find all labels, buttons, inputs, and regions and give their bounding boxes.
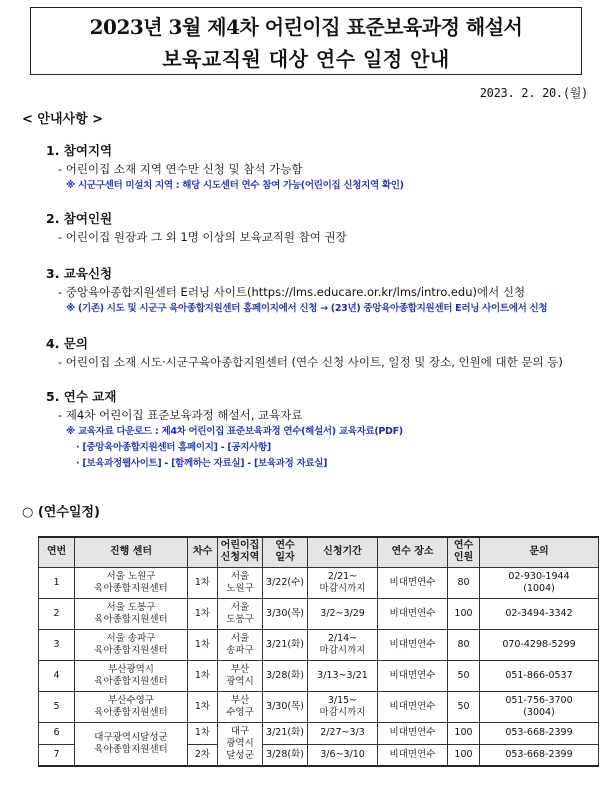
cell-capacity: 80	[448, 629, 480, 660]
table-row	[39, 691, 599, 722]
cell-venue: 비대면연수	[378, 598, 448, 629]
document-date: 2023. 2. 20.(월)	[479, 86, 588, 100]
cell-venue: 비대면연수	[378, 722, 448, 744]
header-date: 연수 일자	[263, 537, 308, 567]
cell-no: 5	[39, 691, 75, 722]
table-row	[39, 629, 599, 660]
cell-region: 부산 광역시	[218, 660, 263, 691]
section-line: - 어린이집 소재 지역 연수만 신청 및 참석 가능함	[58, 162, 303, 176]
table-row	[39, 722, 599, 744]
cell-period: 2/14~ 마감시까지	[308, 629, 378, 660]
section-line: - 어린이집 소재 시도·시군구육아종합지원센터 (연수 신청 사이트, 일정 및 장소, 인원에 대한 문의 등)	[58, 355, 563, 369]
cell-center: 부산광역시 육아종합지원센터	[75, 660, 188, 691]
cell-venue: 비대면연수	[378, 691, 448, 722]
cell-round: 1차	[188, 691, 218, 722]
cell-venue: 비대면연수	[378, 629, 448, 660]
notice-header: < 안내사항 >	[22, 112, 104, 127]
cell-date: 3/30(목)	[263, 598, 308, 629]
section-note: ※ (기존) 시도 및 시군구 육아종합지원센터 홈페이지에서 신청 → (23년) 중앙육아종합지원센터 E러닝 사이트에서 신청	[66, 303, 548, 314]
cell-region: 서울 송파구	[218, 629, 263, 660]
cell-no: 2	[39, 598, 75, 629]
cell-period: 2/27~3/3	[308, 722, 378, 744]
cell-region: 부산 수영구	[218, 691, 263, 722]
header-contact: 문의	[480, 537, 599, 567]
section-application	[46, 265, 596, 317]
header-capacity: 연수 인원	[448, 537, 480, 567]
header-no: 연번	[39, 537, 75, 567]
cell-period: 3/15~ 마감시까지	[308, 691, 378, 722]
cell-center: 서울 도봉구 육아종합지원센터	[75, 598, 188, 629]
cell-contact: 051-866-0537	[480, 660, 599, 691]
cell-center: 서울 송파구 육아종합지원센터	[75, 629, 188, 660]
cell-contact: 053-668-2399	[480, 744, 599, 766]
cell-date: 3/21(화)	[263, 629, 308, 660]
document-title: 2023년 3월 제4차 어린이집 표준보육과정 해설서	[89, 15, 523, 39]
cell-no: 3	[39, 629, 75, 660]
cell-no: 1	[39, 567, 75, 598]
cell-period: 3/2~3/29	[308, 598, 378, 629]
cell-region: 서울 노원구	[218, 567, 263, 598]
document-title-box	[30, 7, 582, 75]
cell-round: 1차	[188, 598, 218, 629]
cell-date: 3/21(화)	[263, 722, 308, 744]
cell-region: 서울 도봉구	[218, 598, 263, 629]
section-materials	[46, 388, 596, 472]
cell-contact: 070-4298-5299	[480, 629, 599, 660]
section-participants	[46, 210, 596, 246]
cell-no: 6	[39, 722, 75, 744]
header-region: 어린이집 신청지역	[218, 537, 263, 567]
section-title: 5. 연수 교재	[46, 389, 117, 404]
section-line: - 제4차 어린이집 표준보육과정 해설서, 교육자료	[58, 408, 303, 422]
cell-capacity: 80	[448, 567, 480, 598]
section-note: ※ 교육자료 다운로드 : 제4차 어린이집 표준보육과정 연수(해설서) 교육자료(PDF)	[66, 426, 403, 437]
cell-capacity: 50	[448, 691, 480, 722]
cell-period: 2/21~ 마감시까지	[308, 567, 378, 598]
cell-capacity: 50	[448, 660, 480, 691]
cell-date: 3/28(화)	[263, 660, 308, 691]
section-note: ※ 시군구센터 미설치 지역 : 해당 시도센터 연수 참여 가능(어린이집 신청지역 확인)	[66, 180, 404, 191]
cell-date: 3/28(화)	[263, 744, 308, 766]
cell-capacity: 100	[448, 722, 480, 744]
cell-round: 1차	[188, 629, 218, 660]
cell-round: 1차	[188, 567, 218, 598]
cell-no: 7	[39, 744, 75, 766]
table-row	[39, 660, 599, 691]
section-line: - 중앙육아종합지원센터 E러닝 사이트(https://lms.educare.or.kr/lms/intro.edu)에서 신청	[58, 285, 526, 299]
schedule-table	[38, 536, 599, 767]
cell-contact: 053-668-2399	[480, 722, 599, 744]
header-venue: 연수 장소	[378, 537, 448, 567]
header-round: 차수	[188, 537, 218, 567]
cell-center: 대구광역시달성군 육아종합지원센터	[75, 722, 188, 766]
section-title: 2. 참여인원	[46, 211, 113, 226]
cell-contact: 02-3494-3342	[480, 598, 599, 629]
cell-venue: 비대면연수	[378, 660, 448, 691]
cell-center: 부산수영구 육아종합지원센터	[75, 691, 188, 722]
cell-no: 4	[39, 660, 75, 691]
section-title: 4. 문의	[46, 336, 88, 351]
cell-date: 3/22(수)	[263, 567, 308, 598]
section-title: 1. 참여지역	[46, 143, 113, 158]
cell-venue: 비대면연수	[378, 744, 448, 766]
cell-round: 1차	[188, 722, 218, 744]
document-subtitle: 보육교직원 대상 연수 일정 안내	[162, 47, 450, 71]
cell-contact: 051-756-3700 (3004)	[480, 691, 599, 722]
cell-venue: 비대면연수	[378, 567, 448, 598]
cell-round: 1차	[188, 660, 218, 691]
cell-capacity: 100	[448, 744, 480, 766]
section-title: 3. 교육신청	[46, 266, 113, 281]
cell-date: 3/30(목)	[263, 691, 308, 722]
section-subnote: · [중앙육아종합지원센터 홈페이지] - [공지사항]	[76, 442, 271, 453]
cell-round: 2차	[188, 744, 218, 766]
schedule-title: ○ (연수일정)	[22, 505, 100, 520]
cell-center: 서울 노원구 육아종합지원센터	[75, 567, 188, 598]
section-subnote: · [보육과정웹사이트] - [함께하는 자료실] - [보육과정 자료실]	[76, 458, 328, 469]
section-inquiry	[46, 335, 596, 371]
table-row	[39, 598, 599, 629]
cell-capacity: 100	[448, 598, 480, 629]
cell-region: 대구 광역시 달성군	[218, 722, 263, 766]
section-line: - 어린이집 원장과 그 외 1명 이상의 보육교직원 참여 권장	[58, 230, 347, 244]
table-header-row	[39, 537, 599, 567]
table-row	[39, 567, 599, 598]
header-center: 진행 센터	[75, 537, 188, 567]
section-participation-region	[46, 142, 596, 194]
cell-period: 3/6~3/10	[308, 744, 378, 766]
cell-period: 3/13~3/21	[308, 660, 378, 691]
cell-contact: 02-930-1944 (1004)	[480, 567, 599, 598]
header-period: 신청기간	[308, 537, 378, 567]
